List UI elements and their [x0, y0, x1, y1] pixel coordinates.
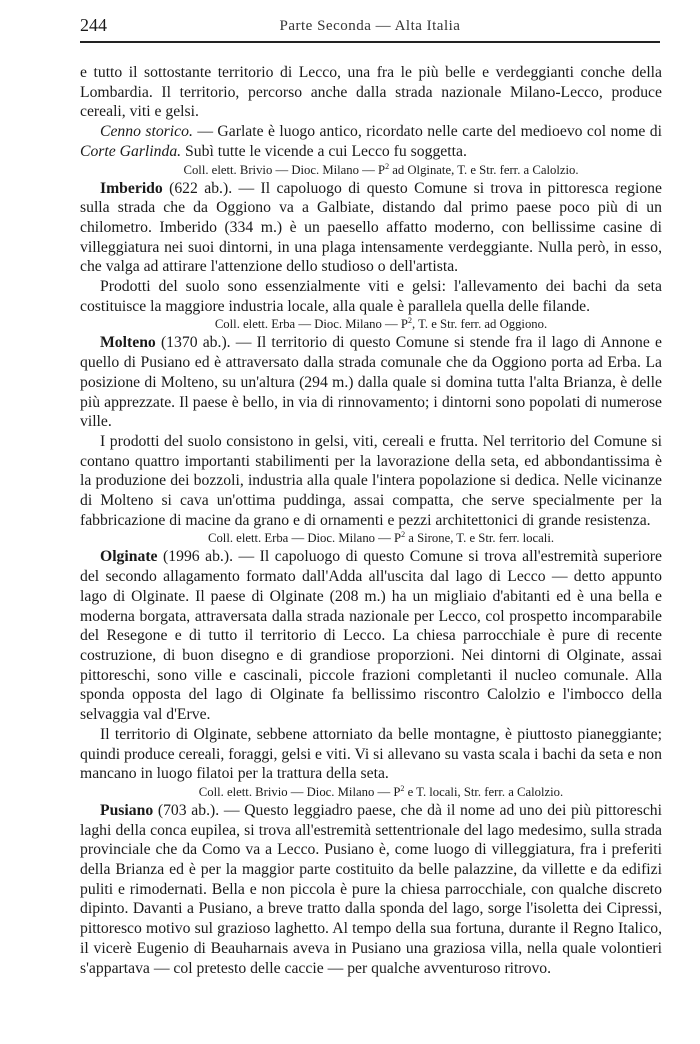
- garlate-history-paragraph: [80, 122, 662, 161]
- cenno-text-b: Subì tutte le vicende a cui Lecco fu soggetta.: [181, 142, 467, 160]
- garlate-paragraph: e tutto il sottostante territorio di Lecco, una fra le più belle e verdeggianti conche della Lombardia. Il territorio, percorso anche dalla strada nazionale Milano-Lecco, produce cereali, viti e gelsi.: [80, 64, 662, 121]
- garlate-coll-line: Coll. elett. Brivio — Dioc. Milano — $P^2$ ad Olginate, T. e Str. ferr. a Calolzio.: [183, 161, 579, 177]
- page-number: 244: [80, 15, 107, 35]
- molteno-heading: Molteno: [100, 334, 156, 352]
- olginate-coll-line: Coll. elett. Brivio — Dioc. Milano — $P^2$ e T. locali, Str. ferr. a Calolzio.: [198, 783, 564, 799]
- pusiano-paragraph-1: Pusiano (703 ab.). — Questo leggiadro paese, che dà il nome ad uno dei più pittoreschi laghi della conca eupilea, si trova all'estremità settentrionale del lago medesimo, sulla strada provinciale che da Como va a Lecco. Pusiano è, come luogo di villeggiatura, fra i preferiti della Brianza ed è per la maggior parte costituito da belle palazzine, da villette e da edifizi puliti e rimodernati. Bella e non piccola è pure la chiesa parrocchiale, con qualche discreto dipinto. Davanti a Pusiano, a breve tratto dalla sponda del lago, sorge l'isoletta dei Cipressi, pittoresco motivo sul grazioso laghetto. Al tempo della sua fortuna, durante il Regno Italico, il vicerè Eugenio di Beauharnais aveva in Pusiano una graziosa villa, nella quale volontieri s'appartava — col pretesto delle caccie — per qualche avventuroso ritrovo.: [80, 801, 662, 977]
- olginate-paragraph-1: Olginate (1996 ab.). — Il capoluogo di questo Comune si trova all'estremità superiore del secondo allagamento formato dall'Adda all'uscita dal lago di Lecco — detto appunto lago di Olginate. Il paese di Olginate (208 m.) ha un migliaio d'abitanti ed è una bella e moderna borgata, attraversata dalla strada nazionale per Lecco, col prospetto incomparabile del Resegone e di tutto il territorio di Lecco. La chiesa parrocchiale è pure di recente costruzione, di buon disegno e di grandiose proporzioni. Nei dintorni di Olginate, assai pittoreschi, sono ville e cascinali, piccole frazioni completanti il nucleo comunale. Alla sponda opposta del lago di Olginate fa bellissimo riscontro Calolzio e l'imbocco della selvaggia val d'Erve.: [80, 548, 662, 724]
- imberido-heading: Imberido: [100, 179, 163, 197]
- page-body: [80, 63, 662, 978]
- cenno-text-a: — Garlate è luogo antico, ricordato nelle carte del medioevo col nome di: [192, 123, 662, 141]
- cenno-storico-label: Cenno storico.: [100, 123, 193, 141]
- imberido-coll-line: Coll. elett. Erba — Dioc. Milano — $P^2$, T. e Str. ferr. ad Oggiono.: [214, 316, 548, 332]
- olginate-paragraph-2: Il territorio di Olginate, sebbene attorniato da belle montagne, è piuttosto pianeggiante; quindi produce cereali, foraggi, gelsi e viti. Vi si allevano su vasta scala i bachi da seta e non mancano in luogo filatoi per la trattura della seta.: [80, 725, 662, 783]
- corte-garlinda: Corte Garlinda.: [80, 142, 182, 160]
- olginate-heading: Olginate: [100, 548, 158, 566]
- molteno-coll-line: Coll. elett. Erba — Dioc. Milano — $P^2$ a Sirone, T. e Str. ferr. locali.: [207, 530, 555, 546]
- molteno-paragraph-1: Molteno (1370 ab.). — Il territorio di questo Comune si stende fra il lago di Annone e quello di Pusiano ed è attraversato dalla strada comunale che da Oggiono porta ad Erba. La posizione di Molteno, su un'altura (294 m.) dalla quale si domina tutta l'alta Brianza, è delle più apprezzate. Il paese è bello, in via di rinnovamento; i dintorni sono popolati di numerose ville.: [80, 334, 662, 431]
- header-rule: [80, 41, 660, 43]
- page-header: [80, 14, 660, 40]
- molteno-paragraph-2: I prodotti del suolo consistono in gelsi, viti, cereali e frutta. Nel territorio del Comune si contano quattro importanti stabilimenti per la lavorazione della seta, ed abbondantissima è la produzione dei bozzoli, industria alla quale l'intera popolazione si dedica. Nelle vicinanze di Molteno si cava un'ottima puddinga, assai compatta, che serve specialmente per la fabbricazione di macine da grano e di ornamenti e pezzi architettonici di grande resistenza.: [80, 432, 662, 529]
- imberido-paragraph-1: Imberido (622 ab.). — Il capoluogo di questo Comune si trova in pittoresca regione sulla strada che da Oggiono va a Galbiate, distando dal primo paese poco più di un chilometro. Imberido (334 m.) è un paesello affatto moderno, con bellissime casine di villeggiatura nei suoi dintorni, in una plaga intensamente verdeggiante. Nulla però, in esso, che valga ad attirare l'attenzione dello studioso o dell'artista.: [80, 179, 662, 276]
- running-title: Parte Seconda — Alta Italia: [279, 18, 461, 34]
- pusiano-heading: Pusiano: [100, 801, 154, 819]
- imberido-paragraph-2: Prodotti del suolo sono essenzialmente viti e gelsi: l'allevamento dei bachi da seta costituisce la maggiore industria locale, alla quale è parallela quella delle filande.: [80, 278, 662, 315]
